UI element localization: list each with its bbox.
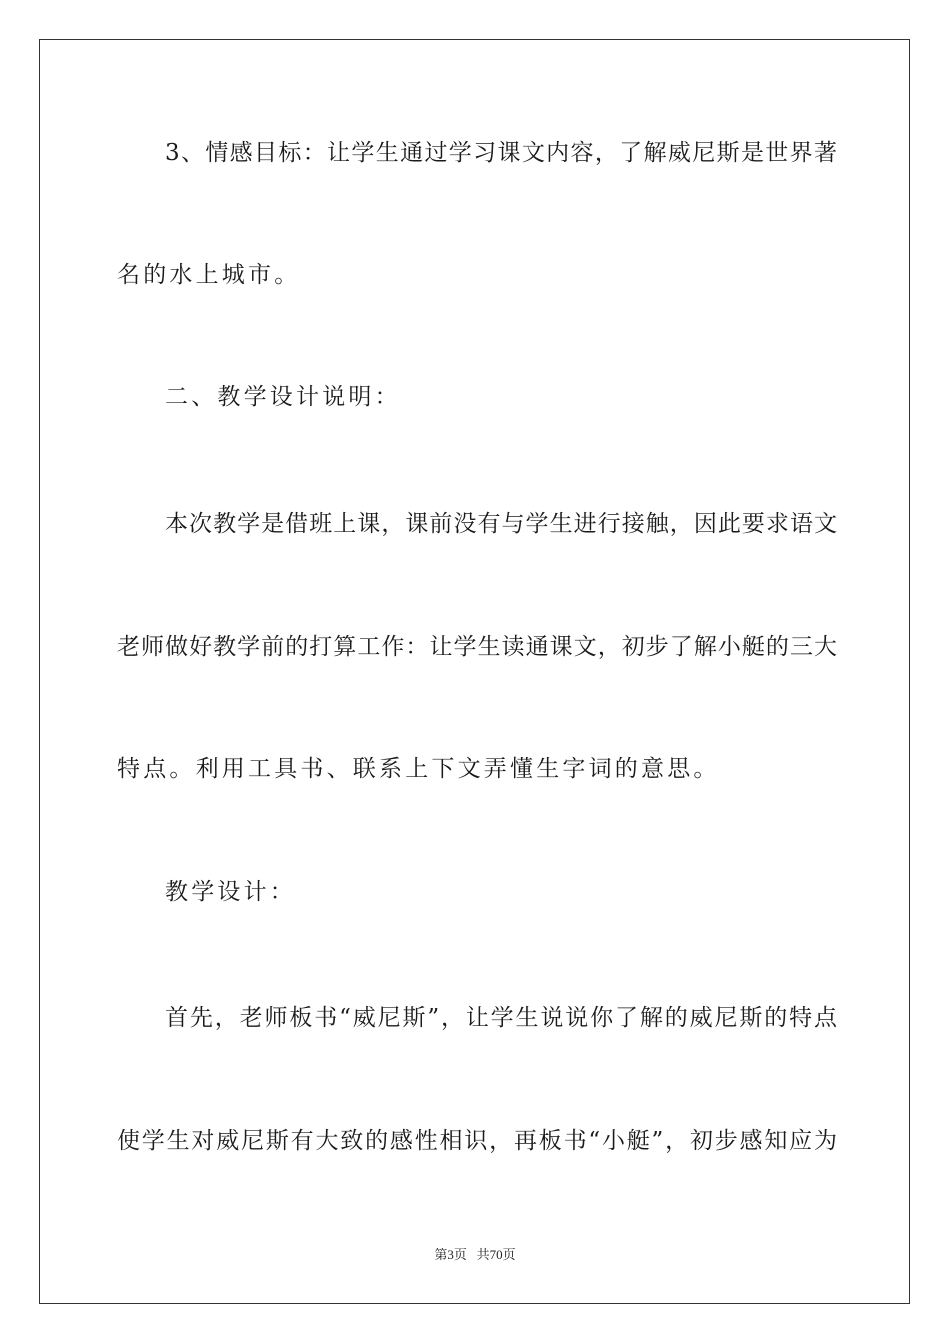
page-footer [0,1246,950,1264]
paragraph-line-1: 3、情感目标：让学生通过学习课文内容，了解威尼斯是世界著 [165,140,837,166]
paragraph-line-6: 首先，老师板书“威尼斯”，让学生说说你了解的威尼斯的特点 [165,1005,837,1031]
paragraph-line-5: 特点。利用工具书、联系上下文弄懂生字词的意思。 [117,756,720,782]
page-number: 第3页 [434,1247,467,1262]
paragraph-line-3: 本次教学是借班上课，课前没有与学生进行接触，因此要求语文 [165,511,837,537]
paragraph-line-2: 名的水上城市。 [117,262,301,288]
section-heading-design-notes: 二、教学设计说明： [165,384,401,410]
page-frame [39,39,910,1304]
paragraph-line-4: 老师做好教学前的打算工作：让学生读通课文，初步了解小艇的三大 [117,634,837,660]
paragraph-line-7: 使学生对威尼斯有大致的感性相识，再板书“小艇”，初步感知应为 [117,1128,837,1154]
section-heading-teaching-design: 教学设计： [165,879,296,905]
page-total: 共70页 [476,1247,516,1262]
